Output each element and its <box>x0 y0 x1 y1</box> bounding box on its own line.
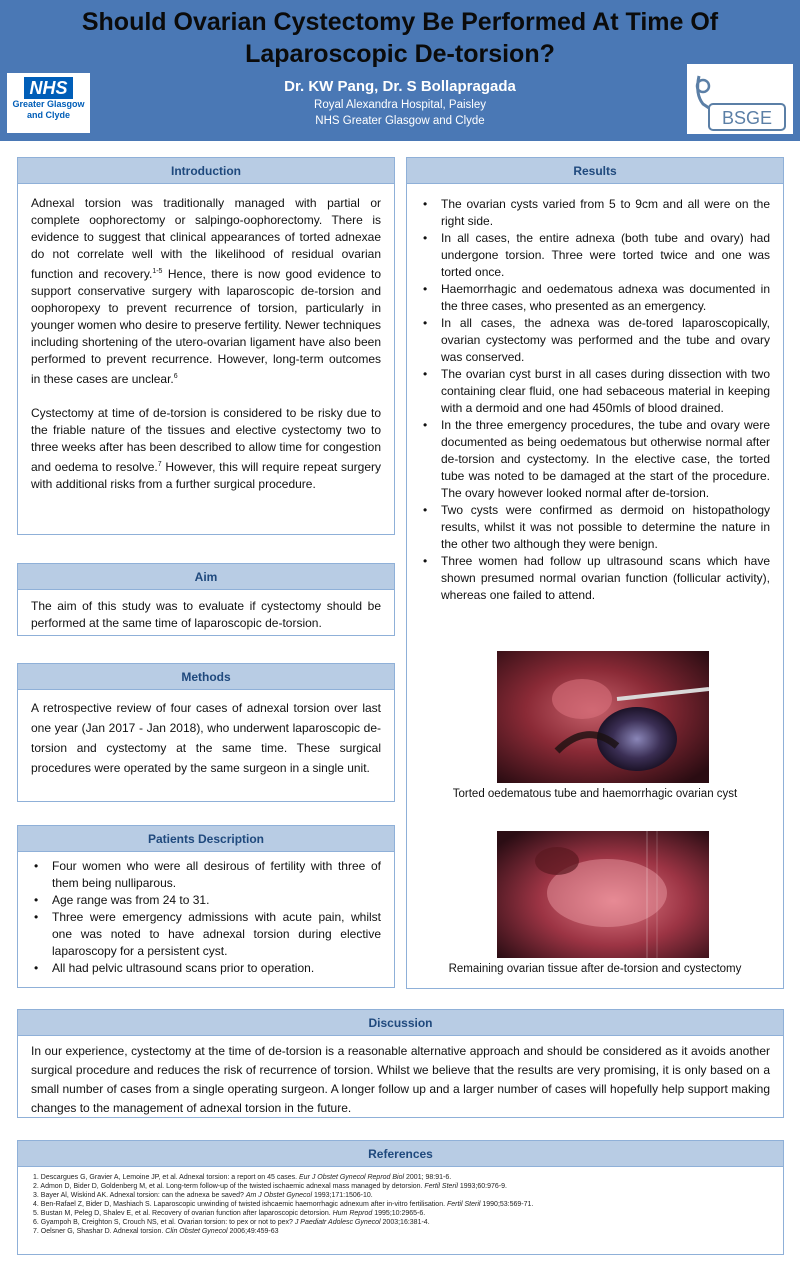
introduction-section <box>17 157 395 535</box>
laparoscopy-photo-remaining-ovary <box>497 831 709 958</box>
introduction-paragraph-2: Cystectomy at time of de-torsion is considered to be risky due to the friable nature of the tissues and elective cystectomy two to three weeks after has been described to allow time for congestion and oedema to resolve.$^7$ However, this will require repeat surgery with additional risks from a further surgical procedure. <box>31 406 381 491</box>
references-heading: References <box>18 1141 783 1167</box>
aim-heading: Aim <box>18 564 394 590</box>
bsge-logo <box>687 64 793 134</box>
authors: Dr. KW Pang, Dr. S Bollapragada <box>284 78 516 95</box>
results-list <box>420 196 770 604</box>
figure-1-caption: Torted oedematous tube and haemorrhagic ovarian cyst <box>452 788 738 800</box>
list-item: • In the three emergency procedures, the tube and ovary were documented as being oedematous but otherwise normal after de-torsion and cystectomy. In the elective case, the torted tube was noted to be damaged at the start of the procedure. The ovary however looked normal after de-torsion. <box>420 417 770 502</box>
patients-list <box>31 858 381 977</box>
results-body <box>407 184 783 612</box>
introduction-heading: Introduction <box>18 158 394 184</box>
poster-header <box>0 0 800 141</box>
affiliation-hospital: Royal Alexandra Hospital, Paisley <box>314 99 486 111</box>
figure-2-caption: Remaining ovarian tissue after de-torsion and cystectomy <box>448 963 742 975</box>
nhs-logo-line-2: and Clyde <box>26 110 70 120</box>
references-section <box>17 1140 784 1255</box>
list-item: • All had pelvic ultrasound scans prior to operation. <box>31 960 381 977</box>
affiliation-board: NHS Greater Glasgow and Clyde <box>315 115 485 127</box>
reference-item: 3. Bayer Al, Wiskind AK. Adnexal torsion: can the adnexa be saved? Am J Obstet Gynecol 1993;171:1506-10. <box>33 1192 373 1199</box>
list-item: • Haemorrhagic and oedematous adnexa was documented in the three cases, who presented as an emergency. <box>420 281 770 315</box>
list-item: • Three were emergency admissions with acute pain, whilst one was noted to have adnexal torsion during elective laparoscopy for a persistent cyst. <box>31 909 381 960</box>
reference-item: 4. Ben-Rafael Z, Bider D, Mashiach S. Laparoscopic unwinding of twisted ishcaemic haemorrhagic adnexum after in-vitro fertilisation. Fertil Steril 1990;53:569-71. <box>33 1201 534 1208</box>
list-item: • Four women who were all desirous of fertility with three of them being nulliparous. <box>31 858 381 892</box>
reference-item: 7. Oelsner G, Shashar D. Adnexal torsion. Clin Obstet Gynecol 2006;49:459-63 <box>33 1228 279 1235</box>
discussion-heading: Discussion <box>18 1010 783 1036</box>
aim-text: The aim of this study was to evaluate if cystectomy should be performed at the same time of laparoscopic de-torsion. <box>31 599 381 630</box>
results-heading: Results <box>407 158 783 184</box>
laparoscopy-photo-torted-cyst <box>497 651 709 783</box>
list-item: • In all cases, the entire adnexa (both tube and ovary) had undergone torsion. Three were torted twice and one was torted once. <box>420 230 770 281</box>
discussion-text: In our experience, cystectomy at the time of de-torsion is a reasonable alternative approach and should be considered as it avoids another surgical procedure and reduces the risk of recurrence of torsion. Whilst we believe that the results are very promising, it is only based on a small number of cases from a single operating surgeon. A longer follow up and a larger number of cases will hopefully help support making changes to the management of adnexal torsion in the future. <box>31 1044 770 1115</box>
reference-item: 1. Descargues G, Gravier A, Lemoine JP, et al. Adnexal torsion: a report on 45 cases. Eur J Obstet Gynecol Reprod Biol 2001; 98:91-6. <box>33 1174 452 1181</box>
poster-title-line-2: Laparoscopic De-torsion? <box>245 40 555 68</box>
list-item: • Age range was from 24 to 31. <box>31 892 381 909</box>
methods-heading: Methods <box>18 664 394 690</box>
aim-section <box>17 563 395 636</box>
bsge-logo-graphic <box>687 64 793 134</box>
reference-item: 6. Gyampoh B, Creighton S, Crouch NS, et al. Ovarian torsion: to pex or not to pex? J Paediatr Adolesc Gynecol 2003;16:381-4. <box>33 1219 430 1226</box>
patients-body <box>18 852 394 985</box>
patients-section <box>17 825 395 988</box>
introduction-body <box>18 184 394 501</box>
list-item: • In all cases, the adnexa was de-tored laparoscopically, ovarian cystectomy was performed and the tube and ovary was conserved. <box>420 315 770 366</box>
references-list <box>18 1167 783 1242</box>
poster-title <box>0 6 800 70</box>
introduction-paragraph-1: Adnexal torsion was traditionally managed with partial or complete oophorectomy or salpingo-oophorectomy. There is evidence to suggest that clinical appearances of torted adnexae do not correlate well with the likelihood of residual ovarian function and recovery.$^{1-5}$ Hence, there is now good evidence to support conservative surgery with laparoscopic de-torsion and oophoropexy to prevent recurrence of torsion, particularly in younger women who desire to preserve fertility. Newer techniques including shortening of the utero-ovarian ligament have also been performed to prevent recurrence. However, long-term outcomes in these cases are unclear.$^6$ <box>31 196 381 386</box>
methods-section <box>17 663 395 802</box>
nhs-logo-line-1: Greater Glasgow <box>12 99 85 109</box>
reference-item: 5. Bustan M, Peleg D, Shalev E, et al. Recovery of ovarian function after laparoscopic detorsion. Hum Reprod 1995;10:2965-6. <box>33 1210 426 1217</box>
list-item: • The ovarian cyst burst in all cases during dissection with two containing clear fluid, one had sebaceous material in keeping with a dermoid and one had 450mls of blood drained. <box>420 366 770 417</box>
nhs-logo-mark: NHS <box>24 77 72 99</box>
discussion-section <box>17 1009 784 1118</box>
nhs-logo <box>7 73 90 133</box>
reference-item: 2. Admon D, Bider D, Goldenberg M, et al. Long-term follow-up of the twisted ischaemic adnexal mass managed by detorsion. Fertil Steril 1993;60:976-9. <box>33 1183 507 1190</box>
patients-heading: Patients Description <box>18 826 394 852</box>
poster-title-line-1: Should Ovarian Cystectomy Be Performed At Time Of <box>81 8 719 36</box>
list-item: • Two cysts were confirmed as dermoid on histopathology results, whilst it was not possible to determine the nature in the other two although they were benign. <box>420 502 770 553</box>
list-item: • Three women had follow up ultrasound scans which have shown presumed normal ovarian function (follicular activity), whereas one failed to attend. <box>420 553 770 604</box>
bsge-logo-text: BSGE <box>721 108 773 128</box>
methods-text: A retrospective review of four cases of adnexal torsion over last one year (Jan 2017 - Jan 2018), who underwent laparoscopic de-torsion and cystectomy at the same time. These surgical procedures were operated by the same surgeon in a single unit. <box>31 701 381 775</box>
list-item: • The ovarian cysts varied from 5 to 9cm and all were on the right side. <box>420 196 770 230</box>
